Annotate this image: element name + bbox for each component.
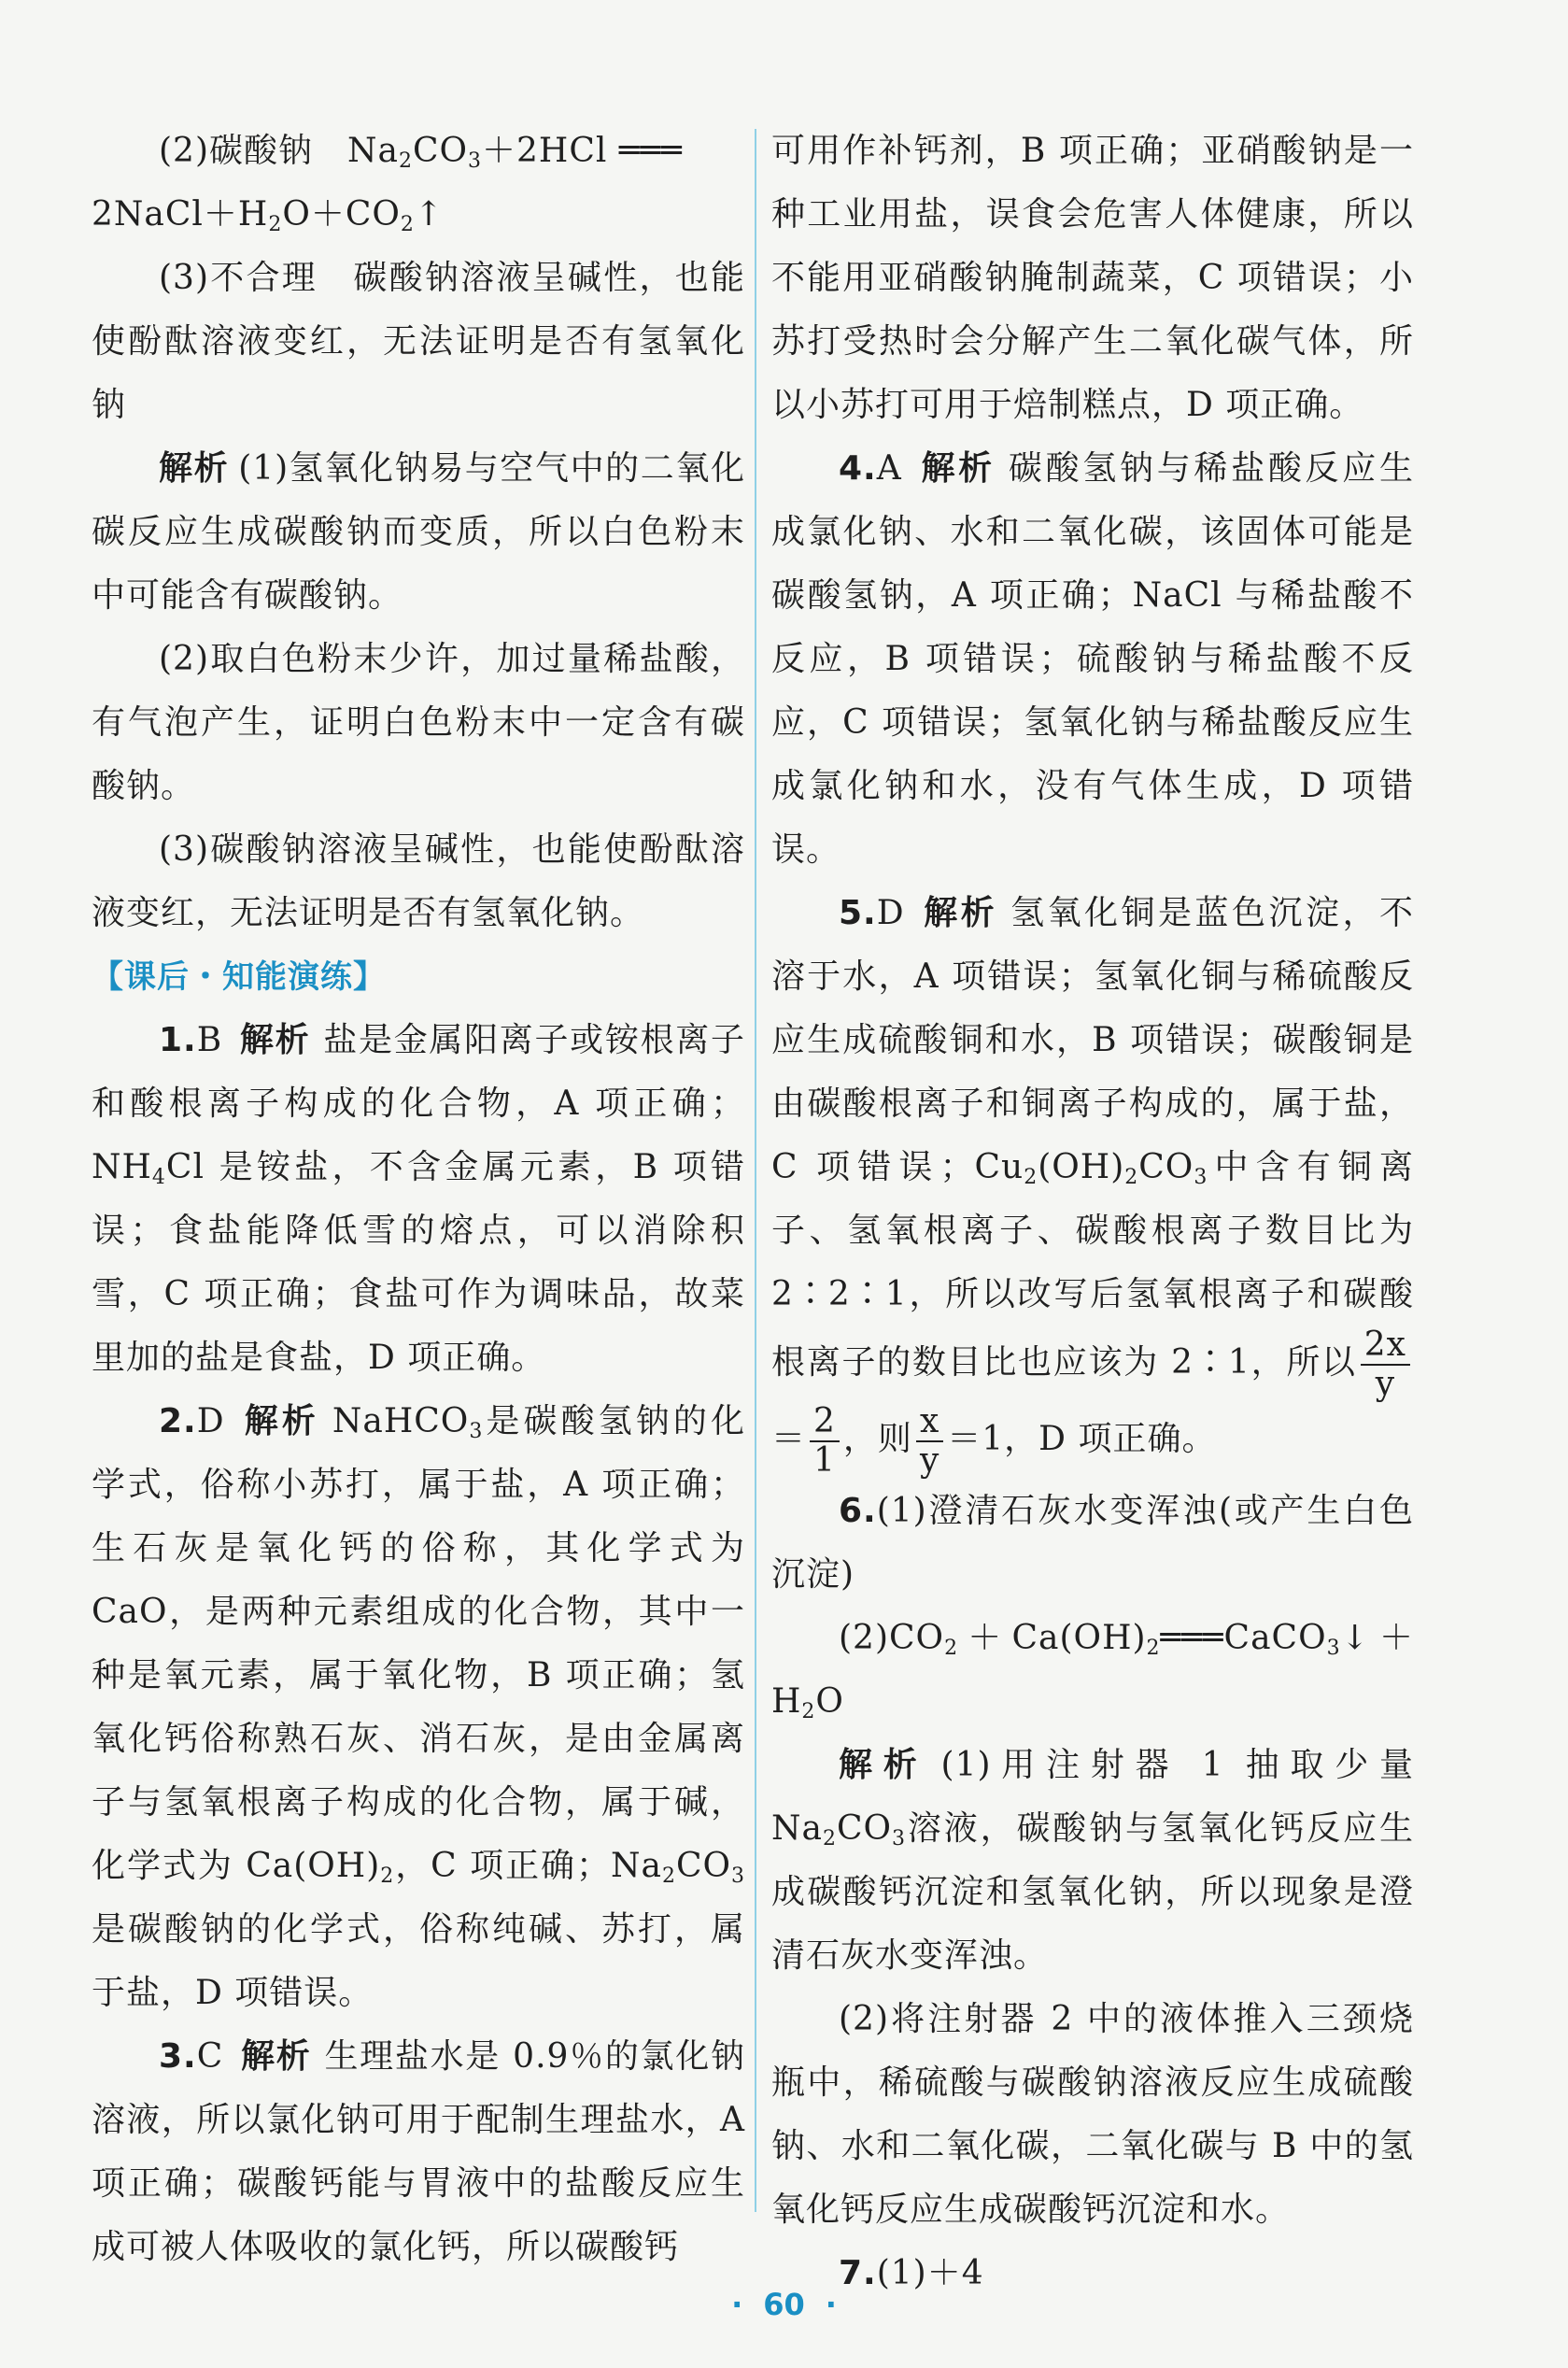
analysis-label: 解析 <box>159 449 230 488</box>
analysis-label: 解析 <box>918 449 996 488</box>
analysis-label: 解析 <box>241 1402 319 1440</box>
answer-line-2-equation-cont: $2NaCl+H_2O+CO_2↑$ <box>92 195 445 236</box>
question-6-answer-1: 6.(1)澄清石灰水变浑浊(或产生白色沉淀) <box>771 1492 1414 1594</box>
question-3: 3.C 解析 生理盐水是 0.9％的氯化钠溶液，所以氯化钠可用于配制生理盐水，A 项正确；碳酸钙能与胃液中的盐酸反应生成可被人体吸收的氯化钙，所以碳酸钙 <box>92 2037 745 2266</box>
page-footer <box>0 2287 1568 2322</box>
footer-dot-right: · <box>825 2287 837 2322</box>
question-1: 1.B 解析 盐是金属阳离子或铵根离子和酸根离子构成的化合物，A 项正确；$NH_4Cl$ 是铵盐，不含金属元素，B 项错误；食盐能降低雪的熔点，可以消除积雪，C 项正确；食盐可作为调味品，故菜里加的盐是食盐，D 项正确。 <box>92 1021 745 1377</box>
left-column <box>92 120 745 2279</box>
analysis-label: 解析 <box>839 1746 928 1784</box>
question-6-analysis-1: 解析 (1)用注射器 1 抽取少量 $Na_2CO_3$溶液，碳酸钠与氢氧化钙反应生成碳酸钙沉淀和氢氧化钠，所以现象是澄清石灰水变浑浊。 <box>771 1746 1414 1975</box>
question-6-analysis-2: (2)将注射器 2 中的液体推入三颈烧瓶中，稀硫酸与碳酸钠溶液反应生成硫酸钠、水和二氧化碳，二氧化碳与 B 中的氢氧化钙反应生成碳酸钙沉淀和水。 <box>771 2000 1414 2229</box>
analysis-label: 解析 <box>921 894 998 932</box>
column-divider <box>755 129 756 2212</box>
footer-dot-left: · <box>731 2287 743 2322</box>
fraction-x-over-y: $\frac{x}{y}$ <box>916 1403 943 1480</box>
analysis-label: 解析 <box>240 2037 312 2076</box>
page-number: 60 <box>763 2287 805 2322</box>
question-5: 5.D 解析 氢氧化铜是蓝色沉淀，不溶于水，A 项错误；氢氧化铜与稀硫酸反应生成硫酸铜和水，B 项错误；碳酸铜是由碳酸根离子和铜离子构成的，属于盐，C 项错误；$Cu_2(OH)_2CO_3$中含有铜离子、氢氧根离子、碳酸根离子数目比为 2∶2∶1，所以改写后氢氧根离子和碳酸根离子的数目比也应该为 2∶1，所以 $\frac{2x}{y}$ ＝ $\frac{2}{1}$ ，则 $\frac{x}{y}$ ＝1，D 项正确。 <box>771 894 1414 1480</box>
fraction-2-over-1: $\frac{2}{1}$ <box>810 1403 840 1480</box>
question-4: 4.A 解析 碳酸氢钠与稀盐酸反应生成氯化钠、水和二氧化碳，该固体可能是碳酸氢钠，A 项正确；NaCl 与稀盐酸不反应，B 项错误；硫酸钠与稀盐酸不反应，C 项错误；氢氧化钠与稀盐酸反应生成氯化钠和水，没有气体生成，D 项错误。 <box>771 449 1414 869</box>
question-7: 7.(1)＋4 <box>839 2254 984 2292</box>
analysis-paragraph-1: 解析 (1)氢氧化钠易与空气中的二氧化碳反应生成碳酸钠而变质，所以白色粉末中可能含有碳酸钠。 <box>92 449 745 615</box>
analysis-label: 解析 <box>239 1021 311 1059</box>
analysis-paragraph-2: (2)取白色粉末少许，加过量稀盐酸，有气泡产生，证明白色粉末中一定含有碳酸钠。 <box>92 640 745 805</box>
answer-paragraph-3: (3)不合理 碳酸钠溶液呈碱性，也能使酚酞溶液变红，无法证明是否有氢氧化钠 <box>92 259 745 424</box>
right-column <box>771 120 1414 2305</box>
answer-line-2-equation: (2)碳酸钠 $Na_2CO_3+2HCl$ ═══ <box>159 132 683 173</box>
question-6-answer-2-equation: $(2)CO_2+Ca(OH)_2═══CaCO_3↓+H_2O$ <box>771 1619 1414 1723</box>
question-3-continued: 可用作补钙剂，B 项正确；亚硝酸钠是一种工业用盐，误食会危害人体健康，所以不能用亚硝酸钠腌制蔬菜，C 项错误；小苏打受热时会分解产生二氧化碳气体，所以小苏打可用于焙制糕点，D 项正确。 <box>771 132 1414 424</box>
section-heading: 【课后・知能演练】 <box>92 958 386 996</box>
question-2: 2.D 解析 NaHCO$_3$是碳酸氢钠的化学式，俗称小苏打，属于盐，A 项正确；生石灰是氧化钙的俗称，其化学式为 CaO，是两种元素组成的化合物，其中一种是氧元素，属于氧化物，B 项正确；氢氧化钙俗称熟石灰、消石灰，是由金属离子与氢氧根离子构成的化合物，属于碱，化学式为 $Ca(OH)_2$，C 项正确；$Na_2CO_3$是碳酸钠的化学式，俗称纯碱、苏打，属于盐，D 项错误。 <box>92 1402 746 2012</box>
analysis-paragraph-3: (3)碳酸钠溶液呈碱性，也能使酚酞溶液变红，无法证明是否有氢氧化钠。 <box>92 830 745 932</box>
fraction-2x-over-y: $\frac{2x}{y}$ <box>1361 1326 1410 1403</box>
